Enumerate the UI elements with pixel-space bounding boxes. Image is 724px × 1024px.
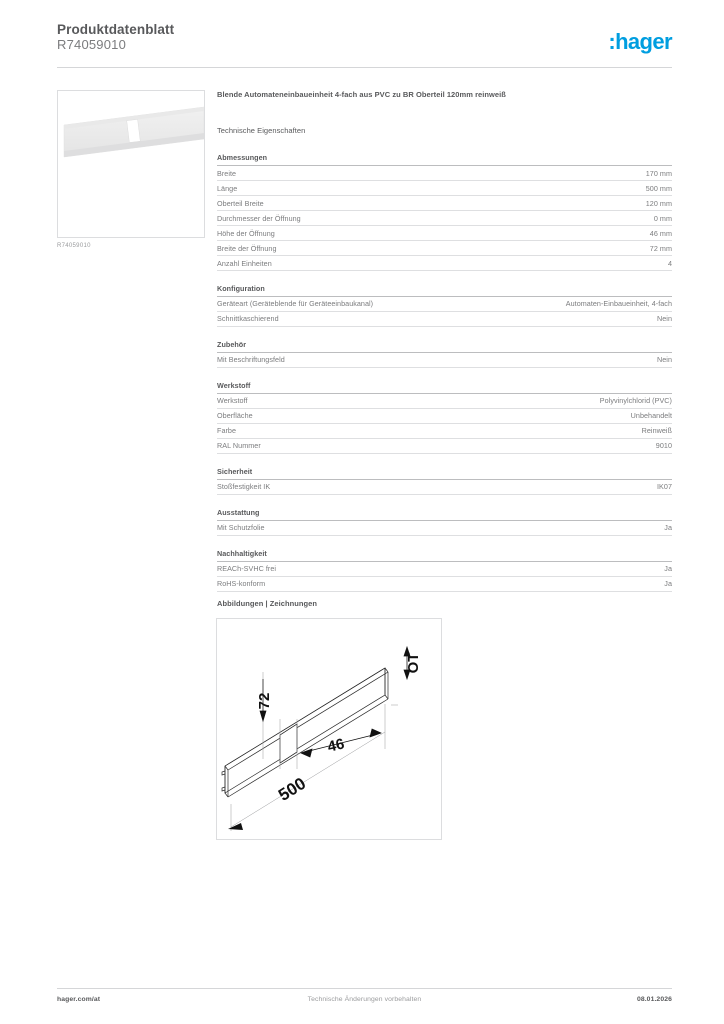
spec-row (217, 480, 672, 495)
drawings-heading: Abbildungen | Zeichnungen (217, 599, 318, 608)
spec-row (217, 521, 672, 536)
spec-group-title: Ausstattung (217, 508, 672, 521)
spec-value: Automaten-Einbaueinheit, 4-fach (565, 299, 672, 309)
document-reference: R74059010 (57, 37, 127, 52)
spec-label: Breite der Öffnung (217, 243, 277, 253)
spec-label: Anzahl Einheiten (217, 258, 272, 268)
spec-row (217, 353, 672, 368)
spec-row (217, 256, 672, 271)
spec-label: Mit Schutzfolie (217, 523, 265, 533)
spec-row (217, 196, 672, 211)
spec-group-title: Sicherheit (217, 467, 672, 480)
spec-value: Polyvinylchlorid (PVC) (599, 396, 672, 406)
spec-row (217, 562, 672, 577)
footer-date: 08.01.2026 (636, 996, 672, 1003)
page-header (57, 22, 672, 53)
spec-group-title: Werkstoff (217, 381, 672, 394)
product-panel-illustration (57, 101, 205, 171)
spec-group-title: Konfiguration (217, 284, 672, 297)
spec-label: Oberfläche (217, 411, 253, 421)
dim-label-46: 46 (325, 735, 347, 756)
spec-row (217, 409, 672, 424)
spec-label: Breite (217, 168, 237, 178)
spec-label: Länge (217, 183, 238, 193)
spec-group (217, 467, 672, 495)
spec-row (217, 226, 672, 241)
spec-value: 9010 (655, 441, 672, 451)
spec-content (217, 90, 672, 605)
spec-group (217, 381, 672, 454)
spec-group (217, 284, 672, 327)
spec-label: Stoßfestigkeit IK (217, 482, 271, 492)
product-description: Blende Automateneinbaueinheit 4-fach aus PVC zu BR Oberteil 120mm reinweiß (217, 90, 506, 99)
spec-value: Unbehandelt (630, 411, 672, 421)
spec-label: RoHS-konform (217, 579, 266, 589)
footer-website[interactable]: hager.com/at (57, 996, 101, 1003)
spec-label: Höhe der Öffnung (217, 228, 275, 238)
spec-row (217, 394, 672, 409)
spec-group-title: Nachhaltigkeit (217, 549, 672, 562)
spec-label: Farbe (217, 426, 237, 436)
spec-group (217, 153, 672, 271)
spec-label: Oberteil Breite (217, 198, 264, 208)
spec-label: RAL Nummer (217, 441, 261, 451)
spec-value: Nein (657, 314, 672, 324)
spec-group-title: Abmessungen (217, 153, 672, 166)
header-divider (57, 67, 672, 68)
spec-label: Werkstoff (217, 396, 248, 406)
spec-row (217, 424, 672, 439)
spec-value: Ja (664, 564, 672, 574)
spec-value: IK07 (657, 482, 672, 492)
spec-value: 46 mm (649, 228, 672, 238)
spec-label: REACh-SVHC frei (217, 564, 277, 574)
spec-row (217, 181, 672, 196)
spec-value: 500 mm (645, 183, 672, 193)
dim-label-ot: OT (405, 652, 422, 674)
spec-row (217, 211, 672, 226)
spec-value: Ja (664, 523, 672, 533)
technical-drawing (216, 618, 442, 840)
spec-value: 120 mm (645, 198, 672, 208)
spec-row (217, 166, 672, 181)
spec-value: Ja (664, 579, 672, 589)
spec-groups (217, 153, 672, 592)
spec-value: Nein (657, 355, 672, 365)
page-footer (57, 996, 672, 1003)
spec-value: 4 (667, 258, 672, 268)
page-title: Produktdatenblatt (57, 22, 175, 37)
spec-value: 170 mm (645, 168, 672, 178)
isometric-drawing (217, 619, 441, 839)
spec-row (217, 297, 672, 312)
footer-disclaimer: Technische Änderungen vorbehalten (307, 996, 422, 1003)
hager-logo: :hager (608, 29, 672, 54)
spec-label: Durchmesser der Öffnung (217, 213, 301, 223)
dim-label-72: 72 (256, 692, 273, 710)
spec-row (217, 241, 672, 256)
spec-row (217, 439, 672, 454)
product-image (57, 90, 205, 238)
spec-group (217, 508, 672, 536)
dim-label-500: 500 (275, 773, 310, 805)
product-image-caption: R74059010 (57, 243, 91, 249)
spec-label: Mit Beschriftungsfeld (217, 355, 285, 365)
spec-group-title: Zubehör (217, 340, 672, 353)
spec-label: Schnittkaschierend (217, 314, 279, 324)
spec-row (217, 577, 672, 592)
spec-value: 0 mm (653, 213, 672, 223)
spec-group (217, 549, 672, 592)
technical-properties-heading: Technische Eigenschaften (217, 126, 306, 135)
footer-divider (57, 988, 672, 989)
spec-row (217, 312, 672, 327)
spec-group (217, 340, 672, 368)
spec-value: 72 mm (649, 243, 672, 253)
spec-value: Reinweiß (641, 426, 672, 436)
spec-label: Geräteart (Geräteblende für Geräteeinbaukanal) (217, 299, 374, 309)
